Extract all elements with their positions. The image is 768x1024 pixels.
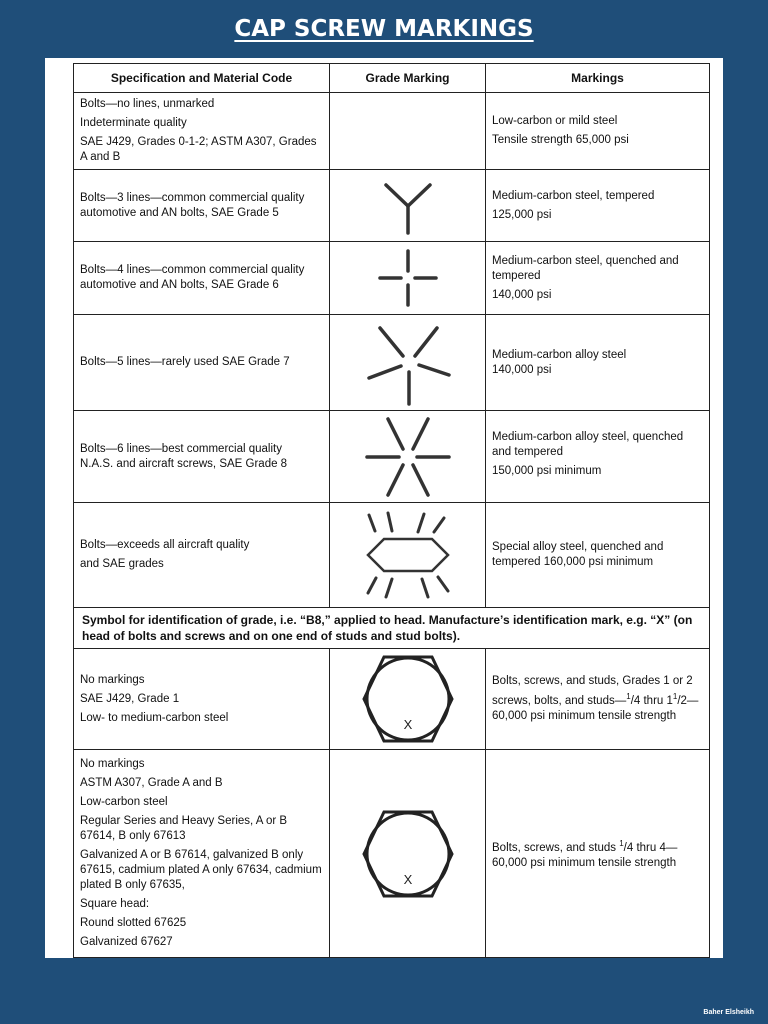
table-row xyxy=(74,411,710,503)
spec-line: Round slotted 67625 xyxy=(80,917,187,929)
table-row xyxy=(74,315,710,411)
spec-line: SAE J429, Grades 0-1-2; ASTM A307, Grades A and B xyxy=(80,136,317,163)
grade-cell xyxy=(330,242,486,315)
spec-line: Bolts—3 lines—common commercial quality automotive and AN bolts, SAE Grade 5 xyxy=(80,191,305,219)
header-markings: Markings xyxy=(486,64,710,93)
spec-line: SAE J429, Grade 1 xyxy=(80,692,180,705)
spec-line: and SAE grades xyxy=(80,558,164,570)
table-row xyxy=(74,649,710,750)
spec-line: Bolts—exceeds all aircraft quality xyxy=(80,539,250,551)
table-row xyxy=(74,750,710,958)
spec-line: Bolts—4 lines—common commercial quality automotive and AN bolts, SAE Grade 6 xyxy=(80,264,305,291)
table-header-row xyxy=(74,64,710,93)
hex-head-icon xyxy=(358,651,458,747)
marking-line xyxy=(492,674,703,724)
marking-line: Medium-carbon steel, quenched and tempered xyxy=(492,254,679,282)
spec-cell xyxy=(74,170,330,242)
hex-head-icon xyxy=(358,806,458,902)
marking-line: 150,000 psi minimum xyxy=(492,465,602,477)
marking-line: Medium-carbon alloy steel xyxy=(492,348,627,361)
marking-text: /4 thru 4—60,000 psi minimum tensile strength xyxy=(492,841,678,869)
table-row xyxy=(74,503,710,608)
spec-line: Galvanized 67627 xyxy=(80,936,173,948)
document-sheet xyxy=(45,58,723,958)
marking-line: 140,000 psi xyxy=(492,288,552,301)
spec-line: No markings xyxy=(80,758,145,770)
five-lines-icon xyxy=(363,318,453,408)
manufacturer-mark: X xyxy=(403,717,412,732)
markings-cell xyxy=(486,315,710,411)
marking-line: Medium-carbon alloy steel, quenched and tempered xyxy=(492,431,684,458)
spec-line: Bolts—6 lines—best commercial quality xyxy=(80,442,282,455)
table-row xyxy=(74,93,710,170)
markings-cell xyxy=(486,242,710,315)
spec-line: No markings xyxy=(80,673,145,686)
markings-cell xyxy=(486,649,710,750)
marking-line: 125,000 psi xyxy=(492,208,552,221)
fraction-numerator: 1 xyxy=(626,692,631,702)
fraction-numerator: 1 xyxy=(619,839,624,849)
spec-line: Bolts—no lines, unmarked xyxy=(80,98,215,110)
spec-line: Low- to medium-carbon steel xyxy=(80,711,229,724)
spec-cell xyxy=(74,649,330,750)
header-grade: Grade Marking xyxy=(330,64,486,93)
spec-cell xyxy=(74,503,330,608)
grade-cell-no-lines xyxy=(330,93,486,170)
marking-text: /4 thru 1 xyxy=(630,694,673,707)
markings-cell xyxy=(486,93,710,170)
spec-line: Indeterminate quality xyxy=(80,117,187,129)
grade-cell xyxy=(330,411,486,503)
spec-line: Galvanized A or B 67614, galvanized B only 67615, cadmium plated A only 67634, cadmium plated B only 67635, xyxy=(80,849,322,891)
grade-cell xyxy=(330,170,486,242)
grade-cell xyxy=(330,649,486,750)
table-row xyxy=(74,242,710,315)
marking-line: Special alloy steel, quenched and tempered 160,000 psi minimum xyxy=(492,541,664,568)
fraction-numerator: 1 xyxy=(672,692,678,702)
spec-line: Bolts—5 lines—rarely used SAE Grade 7 xyxy=(80,356,290,368)
marking-text: Bolts, screws, and studs, Grades 1 or 2 screws, bolts, and studs— xyxy=(492,675,693,707)
spec-line: ASTM A307, Grade A and B xyxy=(80,777,223,789)
three-lines-icon xyxy=(368,173,448,239)
markings-cell xyxy=(486,750,710,958)
grade-cell xyxy=(330,503,486,608)
grade-cell xyxy=(330,315,486,411)
marking-text: /2—60,000 psi minimum tensile strength xyxy=(492,694,699,722)
marking-line: Low-carbon or mild steel xyxy=(492,115,618,127)
cap-screw-table xyxy=(73,63,710,958)
markings-cell xyxy=(486,503,710,608)
manufacturer-mark: X xyxy=(403,871,412,887)
six-lines-icon xyxy=(363,413,453,501)
spec-cell xyxy=(74,315,330,411)
spec-line: N.A.S. and aircraft screws, SAE Grade 8 xyxy=(80,457,288,470)
marking-line: Medium-carbon steel, tempered xyxy=(492,189,655,202)
spec-cell xyxy=(74,411,330,503)
table-row xyxy=(74,170,710,242)
symbol-note: Symbol for identification of grade, i.e. “B8,” applied to head. Manufacture’s identification mark, e.g. “X” (on head of bolts and screws and on one end of studs and stud bolts). xyxy=(74,608,710,649)
four-lines-icon xyxy=(368,245,448,311)
markings-cell xyxy=(486,411,710,503)
spec-line: Low-carbon steel xyxy=(80,796,168,808)
author-credit: Baher Elsheikh xyxy=(703,1009,754,1016)
marking-line xyxy=(492,836,703,871)
spec-line: Regular Series and Heavy Series, A or B 67614, B only 67613 xyxy=(80,815,288,842)
table-row-note xyxy=(74,608,710,649)
spec-cell xyxy=(74,93,330,170)
marking-line: Tensile strength 65,000 psi xyxy=(492,134,629,146)
markings-cell xyxy=(486,170,710,242)
header-spec: Specification and Material Code xyxy=(74,64,330,93)
marking-line: 140,000 psi xyxy=(492,363,552,376)
page-title: CAP SCREW MARKINGS xyxy=(234,16,534,42)
marking-text: Bolts, screws, and studs xyxy=(492,841,620,854)
hexagon-rays-icon xyxy=(358,505,458,605)
spec-line: Square head: xyxy=(80,898,150,910)
spec-cell xyxy=(74,242,330,315)
spec-cell xyxy=(74,750,330,958)
grade-cell xyxy=(330,750,486,958)
